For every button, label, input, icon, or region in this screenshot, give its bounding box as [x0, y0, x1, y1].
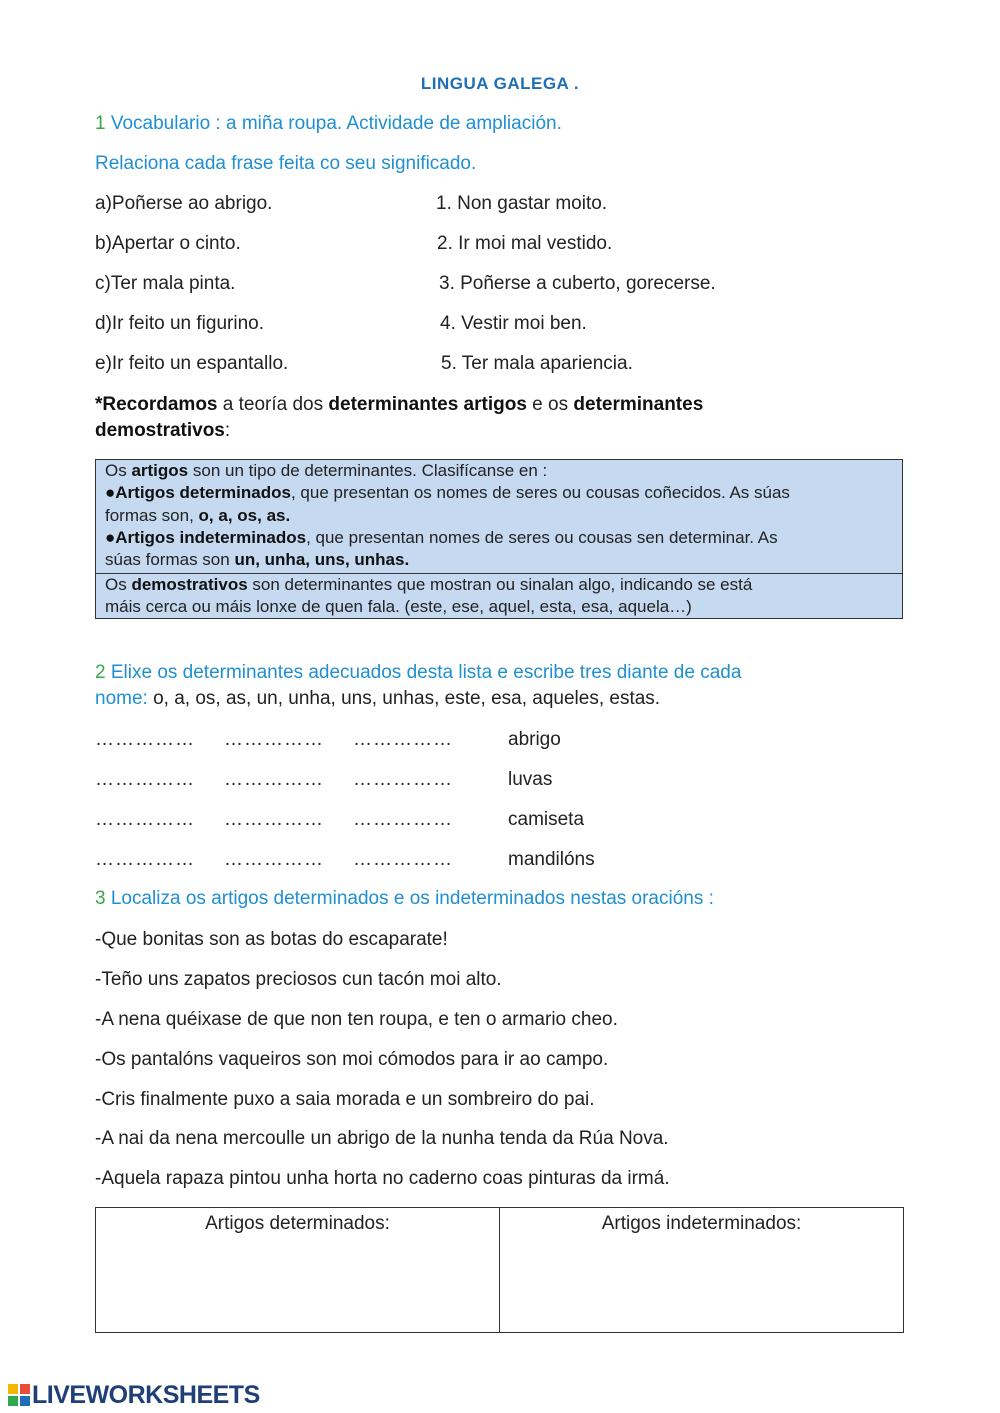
- answer-table: [95, 1207, 904, 1333]
- theory-text: , que presentan os nomes de seres ou cousas coñecidos. As súas: [290, 483, 790, 502]
- section-1-instruction: Relaciona cada frase feita co seu significado.: [95, 153, 477, 174]
- meaning-3: 3. Poñerse a cuberto, gorecerse.: [439, 273, 716, 294]
- blank-field[interactable]: ……………: [224, 849, 324, 870]
- theory-bold: un, unha, uns, unhas.: [234, 550, 410, 569]
- determiner-list: o, a, os, as, un, unha, uns, unhas, este, esa, aqueles, estas.: [147, 688, 661, 709]
- noun-camiseta: camiseta: [508, 809, 585, 830]
- theory-text: súas formas son: [105, 550, 235, 569]
- section-2-number: 2: [95, 662, 106, 683]
- recall-colon: :: [224, 420, 231, 441]
- theory-text: formas son,: [105, 506, 199, 525]
- blank-field[interactable]: ……………: [353, 729, 453, 750]
- theory-text: son determinantes que mostran ou sinalan algo, indicando se está: [247, 575, 753, 594]
- theory-line-3: [105, 506, 290, 526]
- sentence-6: -A nai da nena mercoulle un abrigo de la nunha tenda da Rúa Nova.: [95, 1128, 669, 1149]
- worksheet-title: LINGUA GALEGA .: [420, 74, 580, 93]
- meaning-4: 4. Vestir moi ben.: [440, 313, 587, 334]
- section-2-heading: [95, 662, 741, 684]
- theory-line-1: [105, 461, 547, 481]
- blank-field[interactable]: ……………: [353, 769, 453, 790]
- phrase-d: d)Ir feito un figurino.: [95, 313, 264, 334]
- theory-text: Os: [105, 461, 132, 480]
- noun-luvas: luvas: [508, 769, 553, 790]
- liveworksheets-logo-text: LIVEWORKSHEETS: [32, 1380, 260, 1409]
- theory-line-4: [105, 528, 778, 548]
- theory-bold: artigos: [131, 461, 189, 480]
- theory-bold: o, a, os, as.: [198, 506, 291, 525]
- theory-box: [95, 459, 903, 619]
- blank-field[interactable]: ……………: [353, 809, 453, 830]
- answer-cell-determinados[interactable]: [96, 1208, 499, 1332]
- section-1-heading: [95, 113, 562, 135]
- recall-text-1: a teoría dos: [217, 394, 329, 415]
- answer-header-determinados: Artigos determinados:: [205, 1213, 390, 1234]
- theory-line-7: máis cerca ou máis lonxe de quen fala. (este, ese, aquel, esta, esa, aquela…): [105, 597, 692, 616]
- sentence-2: -Teño uns zapatos preciosos cun tacón moi alto.: [95, 969, 502, 990]
- liveworksheets-logo-icon: [8, 1384, 30, 1406]
- phrase-e: e)Ir feito un espantallo.: [95, 353, 289, 374]
- theory-bold: ●Artigos indeterminados: [105, 528, 307, 547]
- sentence-1: -Que bonitas son as botas do escaparate!: [95, 929, 448, 950]
- recall-line-1: [95, 394, 703, 416]
- phrase-b: b)Apertar o cinto.: [95, 233, 241, 254]
- phrase-c: c)Ter mala pinta.: [95, 273, 236, 294]
- theory-text: Os: [105, 575, 132, 594]
- recall-bold-3: determinantes: [573, 394, 704, 415]
- recall-line-2: [95, 420, 230, 442]
- sentence-7: -Aquela rapaza pintou unha horta no caderno coas pinturas da irmá.: [95, 1168, 670, 1189]
- theory-divider: [96, 573, 902, 574]
- noun-abrigo: abrigo: [508, 729, 561, 750]
- blank-field[interactable]: ……………: [224, 809, 324, 830]
- section-1-heading-text: Vocabulario : a miña roupa. Actividade de ampliación.: [105, 113, 562, 134]
- section-2-heading-text: Elixe os determinantes adecuados desta lista e escribe tres diante de cada: [105, 662, 742, 683]
- section-3-number: 3: [95, 888, 106, 909]
- recall-bold-2: determinantes artigos: [328, 394, 527, 415]
- meaning-2: 2. Ir moi mal vestido.: [437, 233, 613, 254]
- theory-line-2: [105, 483, 790, 503]
- phrase-a: a)Poñerse ao abrigo.: [95, 193, 273, 214]
- theory-bold: ●Artigos determinados: [105, 483, 291, 502]
- section-3-heading-text: Localiza os artigos determinados e os indeterminados nestas oracións :: [105, 888, 714, 909]
- meaning-5: 5. Ter mala apariencia.: [441, 353, 633, 374]
- theory-bold: demostrativos: [131, 575, 248, 594]
- recall-bold-1: *Recordamos: [95, 394, 218, 415]
- blank-field[interactable]: ……………: [95, 809, 195, 830]
- blank-field[interactable]: ……………: [95, 729, 195, 750]
- sentence-5: -Cris finalmente puxo a saia morada e un sombreiro do pai.: [95, 1089, 595, 1110]
- noun-mandilons: mandilóns: [508, 849, 595, 870]
- section-1-number: 1: [95, 113, 106, 134]
- blank-field[interactable]: ……………: [224, 729, 324, 750]
- answer-cell-indeterminados[interactable]: [499, 1208, 903, 1332]
- blank-field[interactable]: ……………: [95, 849, 195, 870]
- blank-field[interactable]: ……………: [224, 769, 324, 790]
- blank-field[interactable]: ……………: [95, 769, 195, 790]
- blank-field[interactable]: ……………: [353, 849, 453, 870]
- sentence-3: -A nena quéixase de que non ten roupa, e ten o armario cheo.: [95, 1009, 618, 1030]
- liveworksheets-logo: [8, 1381, 260, 1409]
- sentence-4: -Os pantalóns vaqueiros son moi cómodos para ir ao campo.: [95, 1049, 609, 1070]
- section-2-heading-nome: nome:: [95, 688, 148, 709]
- theory-text: , que presentan nomes de seres ou cousas sen determinar. As: [306, 528, 778, 547]
- theory-line-5: [105, 550, 409, 570]
- section-3-heading: [95, 888, 714, 910]
- recall-text-2: e os: [526, 394, 574, 415]
- theory-line-6: [105, 575, 752, 595]
- theory-text: son un tipo de determinantes. Clasifícanse en :: [188, 461, 548, 480]
- answer-header-indeterminados: Artigos indeterminados:: [601, 1213, 802, 1234]
- meaning-1: 1. Non gastar moito.: [436, 193, 608, 214]
- section-2-heading-line-2: [95, 688, 660, 710]
- recall-bold-4: demostrativos: [95, 420, 225, 441]
